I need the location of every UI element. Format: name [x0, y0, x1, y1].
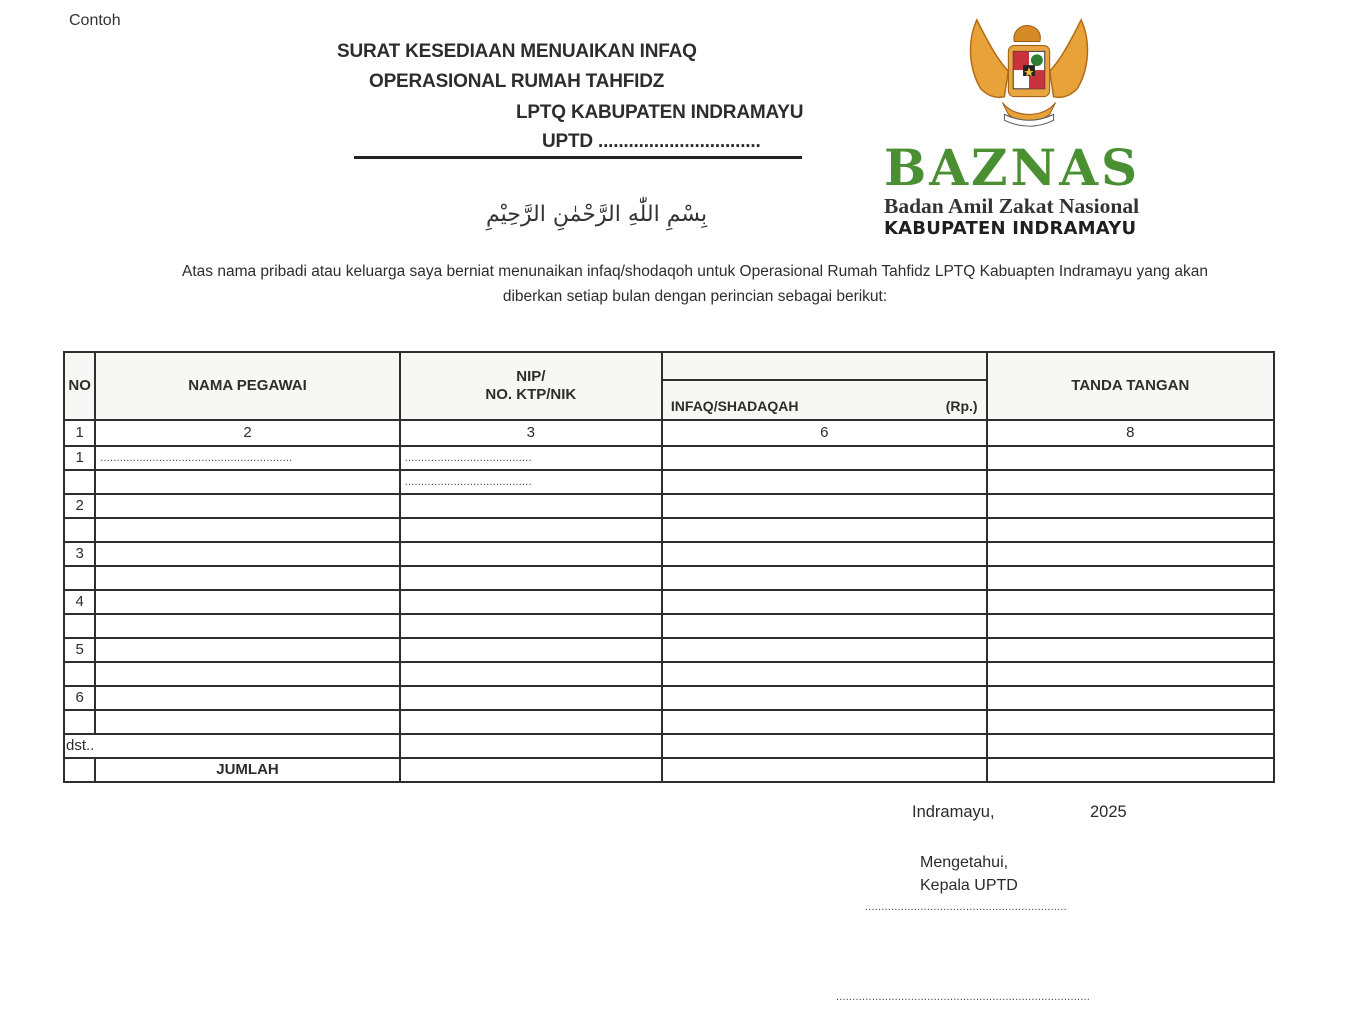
name-cell[interactable]: [95, 446, 400, 470]
table-row: [64, 590, 1274, 614]
basmalah-calligraphy: بِسْمِ اللّٰهِ الرَّحْمٰنِ الرَّحِيْمِ: [486, 202, 708, 227]
acknowledged-label: Mengetahui,: [920, 854, 1009, 871]
intro-line-1: Atas nama pribadi atau keluarga saya berniat menunaikan infaq/shodaqoh untuk Operasional Rumah Tahfidz LPTQ Kabuapten Indramayu yang akan: [182, 263, 1208, 280]
nip-cell[interactable]: [400, 542, 662, 566]
name-cell[interactable]: [95, 566, 400, 590]
column-number-row: [64, 420, 1274, 446]
nip-cell[interactable]: [400, 686, 662, 710]
signature-cell[interactable]: [987, 542, 1274, 566]
nip-cell[interactable]: [400, 638, 662, 662]
signature-cell[interactable]: [987, 566, 1274, 590]
example-label: Contoh: [69, 12, 121, 29]
signature-cell[interactable]: [987, 734, 1274, 758]
name-cell[interactable]: [95, 494, 400, 518]
row-number: [64, 614, 95, 638]
signature-cell[interactable]: [987, 686, 1274, 710]
nip-cell[interactable]: [400, 662, 662, 686]
infaq-cell[interactable]: [662, 446, 987, 470]
infaq-cell[interactable]: [662, 542, 987, 566]
infaq-currency-label: (Rp.): [945, 398, 978, 414]
signature-cell[interactable]: [987, 518, 1274, 542]
table-row: [64, 494, 1274, 518]
column-header-no: NO: [64, 352, 95, 420]
nip-cell[interactable]: [400, 494, 662, 518]
infaq-cell[interactable]: [662, 638, 987, 662]
total-no-cell: [64, 758, 95, 782]
document-title-line-3: LPTQ KABUPATEN INDRAMAYU: [516, 102, 804, 123]
table-row: [64, 542, 1274, 566]
nip-header-line-2: NO. KTP/NIK: [485, 386, 577, 403]
infaq-cell[interactable]: [662, 494, 987, 518]
row-number: 4: [64, 590, 95, 614]
nip-cell[interactable]: [400, 614, 662, 638]
column-number: 6: [662, 420, 987, 446]
total-infaq-cell[interactable]: [662, 758, 987, 782]
name-cell[interactable]: [95, 662, 400, 686]
total-row: [64, 758, 1274, 782]
name-cell[interactable]: [95, 614, 400, 638]
document-title-line-2: OPERASIONAL RUMAH TAHFIDZ: [369, 71, 665, 92]
row-number: [64, 518, 95, 542]
signature-cell[interactable]: [987, 446, 1274, 470]
continuation-row: [64, 734, 1274, 758]
infaq-pledge-table: [63, 351, 1275, 783]
signature-cell[interactable]: [987, 614, 1274, 638]
infaq-cell[interactable]: [662, 590, 987, 614]
infaq-cell[interactable]: [662, 566, 987, 590]
nip-cell[interactable]: [400, 710, 662, 734]
signature-cell[interactable]: [987, 590, 1274, 614]
row-number: [64, 470, 95, 494]
nip-header-line-1: NIP/: [516, 368, 546, 385]
table-row: [64, 566, 1274, 590]
name-cell[interactable]: [95, 470, 400, 494]
table-row: [64, 662, 1274, 686]
infaq-cell[interactable]: [662, 518, 987, 542]
column-header-infaq-top: [662, 352, 987, 380]
signature-line-head: ..............................................................: [865, 901, 1067, 913]
signature-cell[interactable]: [987, 494, 1274, 518]
intro-paragraph: [120, 259, 1270, 309]
name-cell[interactable]: [95, 710, 400, 734]
name-cell[interactable]: [95, 686, 400, 710]
table-row: [64, 686, 1274, 710]
column-header-tanda-tangan: TANDA TANGAN: [987, 352, 1274, 420]
column-number: 8: [987, 420, 1274, 446]
document-title-line-1: SURAT KESEDIAAN MENUAIKAN INFAQ: [337, 41, 697, 62]
baznas-subtitle: Badan Amil Zakat Nasional: [884, 194, 1140, 218]
infaq-cell[interactable]: [662, 470, 987, 494]
row-number: 1: [64, 446, 95, 470]
infaq-header-label: INFAQ/SHADAQAH: [670, 398, 799, 414]
title-underline: [354, 156, 802, 159]
nip-cell[interactable]: [400, 566, 662, 590]
continuation-label: dst..: [64, 734, 400, 758]
row-number: 6: [64, 686, 95, 710]
row-number: [64, 662, 95, 686]
column-header-infaq: [662, 380, 987, 420]
nip-cell[interactable]: [400, 470, 662, 494]
infaq-cell[interactable]: [662, 734, 987, 758]
column-header-nama-pegawai: NAMA PEGAWAI: [95, 352, 400, 420]
column-header-nip: [400, 352, 662, 420]
infaq-cell[interactable]: [662, 662, 987, 686]
name-cell[interactable]: [95, 590, 400, 614]
signature-cell[interactable]: [987, 638, 1274, 662]
signature-cell[interactable]: [987, 662, 1274, 686]
signature-place: Indramayu,: [912, 803, 995, 821]
infaq-cell[interactable]: [662, 614, 987, 638]
intro-line-2: diberkan setiap bulan dengan perincian sebagai berikut:: [502, 288, 888, 305]
baznas-region: KABUPATEN INDRAMAYU: [884, 218, 1137, 239]
row-number: 2: [64, 494, 95, 518]
nip-cell[interactable]: [400, 518, 662, 542]
nip-cell[interactable]: [400, 446, 662, 470]
infaq-cell[interactable]: [662, 710, 987, 734]
signature-cell[interactable]: [987, 710, 1274, 734]
table-row: [64, 446, 1274, 470]
table-row: [64, 638, 1274, 662]
acknowledgement-block: [920, 851, 1018, 897]
row-number: 5: [64, 638, 95, 662]
nip-cell[interactable]: [400, 734, 662, 758]
column-number: 1: [64, 420, 95, 446]
baznas-logo: [884, 138, 1184, 240]
table-row: [64, 470, 1274, 494]
name-cell[interactable]: [95, 638, 400, 662]
garuda-emblem-icon: [958, 12, 1100, 138]
nip-cell[interactable]: [400, 590, 662, 614]
table-row: [64, 518, 1274, 542]
table-row: [64, 614, 1274, 638]
document-title-uptd: UPTD ................................: [542, 131, 761, 152]
name-cell[interactable]: [95, 542, 400, 566]
row-number: [64, 710, 95, 734]
column-number: 2: [95, 420, 400, 446]
infaq-cell[interactable]: [662, 686, 987, 710]
position-label: Kepala UPTD: [920, 877, 1018, 894]
signature-line-pledger: ..............................................................................: [836, 991, 1090, 1003]
nip-placeholder-dots: .......................................: [404, 452, 532, 464]
row-number: [64, 566, 95, 590]
row-number: 3: [64, 542, 95, 566]
nip-placeholder-dots: .......................................: [404, 476, 532, 488]
table-row: [64, 710, 1274, 734]
baznas-logo-text: BAZNAS: [884, 138, 1141, 197]
name-placeholder-dots: ...........................................................: [100, 452, 293, 464]
total-label: JUMLAH: [95, 758, 400, 782]
name-cell[interactable]: [95, 518, 400, 542]
signature-year: 2025: [1090, 803, 1127, 821]
signature-cell[interactable]: [987, 470, 1274, 494]
total-nip-cell: [400, 758, 662, 782]
column-number: 3: [400, 420, 662, 446]
total-signature-cell: [987, 758, 1274, 782]
